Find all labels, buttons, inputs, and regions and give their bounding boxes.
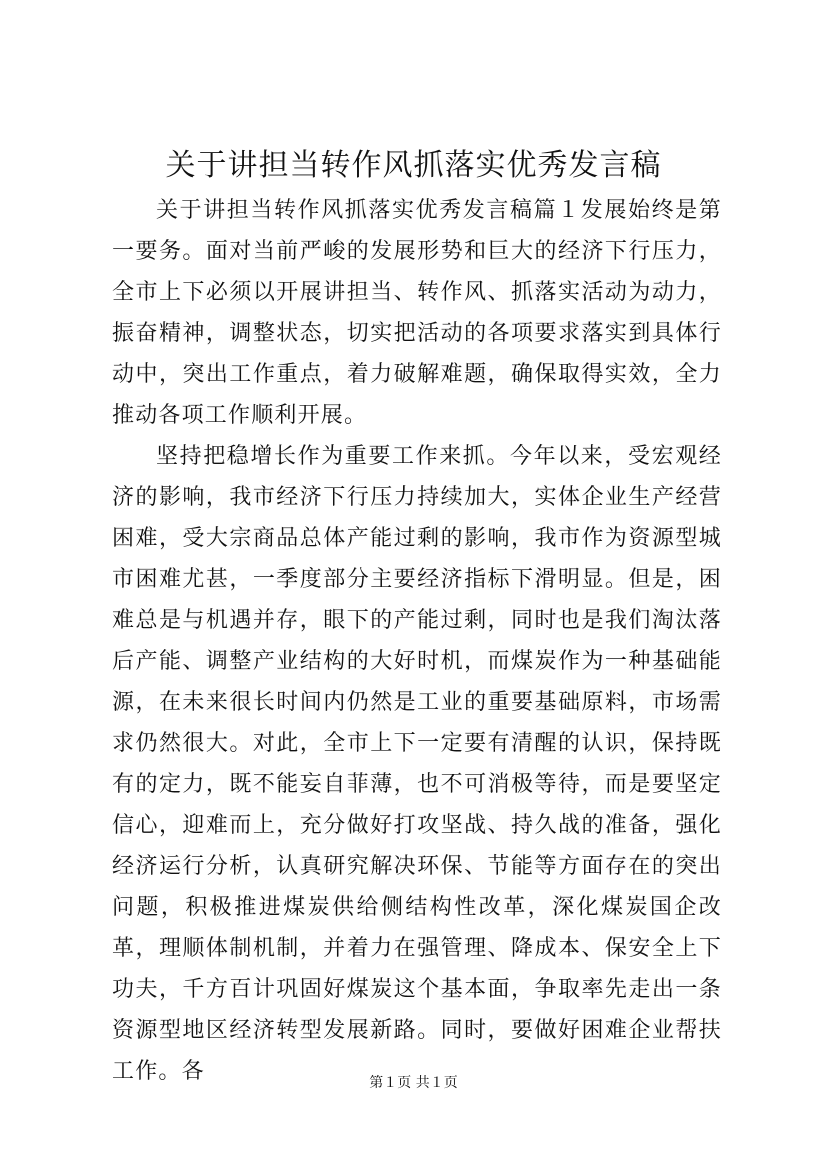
paragraph-1: 关于讲担当转作风抓落实优秀发言稿篇１发展始终是第一要务。面对当前严峻的发展形势和巨大的经济下行压力，全市上下必须以开展讲担当、转作风、抓落实活动为动力，振奋精神，调整状态，切实把活动的各项要求落实到具体行动中，突出工作重点，着力破解难题，确保取得实效，全力推动各项工作顺利开展。 — [112, 198, 722, 428]
document-body — [112, 190, 722, 1092]
paragraph-2: 坚持把稳增长作为重要工作来抓。今年以来，受宏观经济的影响，我市经济下行压力持续加大，实体企业生产经营困难，受大宗商品总体产能过剩的影响，我市作为资源型城市困难尤甚，一季度部分主要经济指标下滑明显。但是，困难总是与机遇并存，眼下的产能过剩，同时也是我们淘汰落后产能、调整产业结构的大好时机，而煤炭作为一种基础能源，在未来很长时间内仍然是工业的重要基础原料，市场需求仍然很大。对此，全市上下一定要有清醒的认识，保持既有的定力，既不能妄自菲薄，也不可消极等待，而是要坚定信心，迎难而上，充分做好打攻坚战、持久战的准备，强化经济运行分析，认真研究解决环保、节能等方面存在的突出问题，积极推进煤炭供给侧结构性改革，深化煤炭国企改革，理顺体制机制，并着力在强管理、降成本、保安全上下功夫，千方百计巩固好煤炭这个基本面，争取率先走出一条资源型地区经济转型发展新路。同时，要做好困难企业帮扶工作。各 — [112, 444, 722, 1084]
document-title: 关于讲担当转作风抓落实优秀发言稿 — [165, 148, 662, 183]
page-footer: 第１页 共１页 — [369, 1075, 458, 1091]
